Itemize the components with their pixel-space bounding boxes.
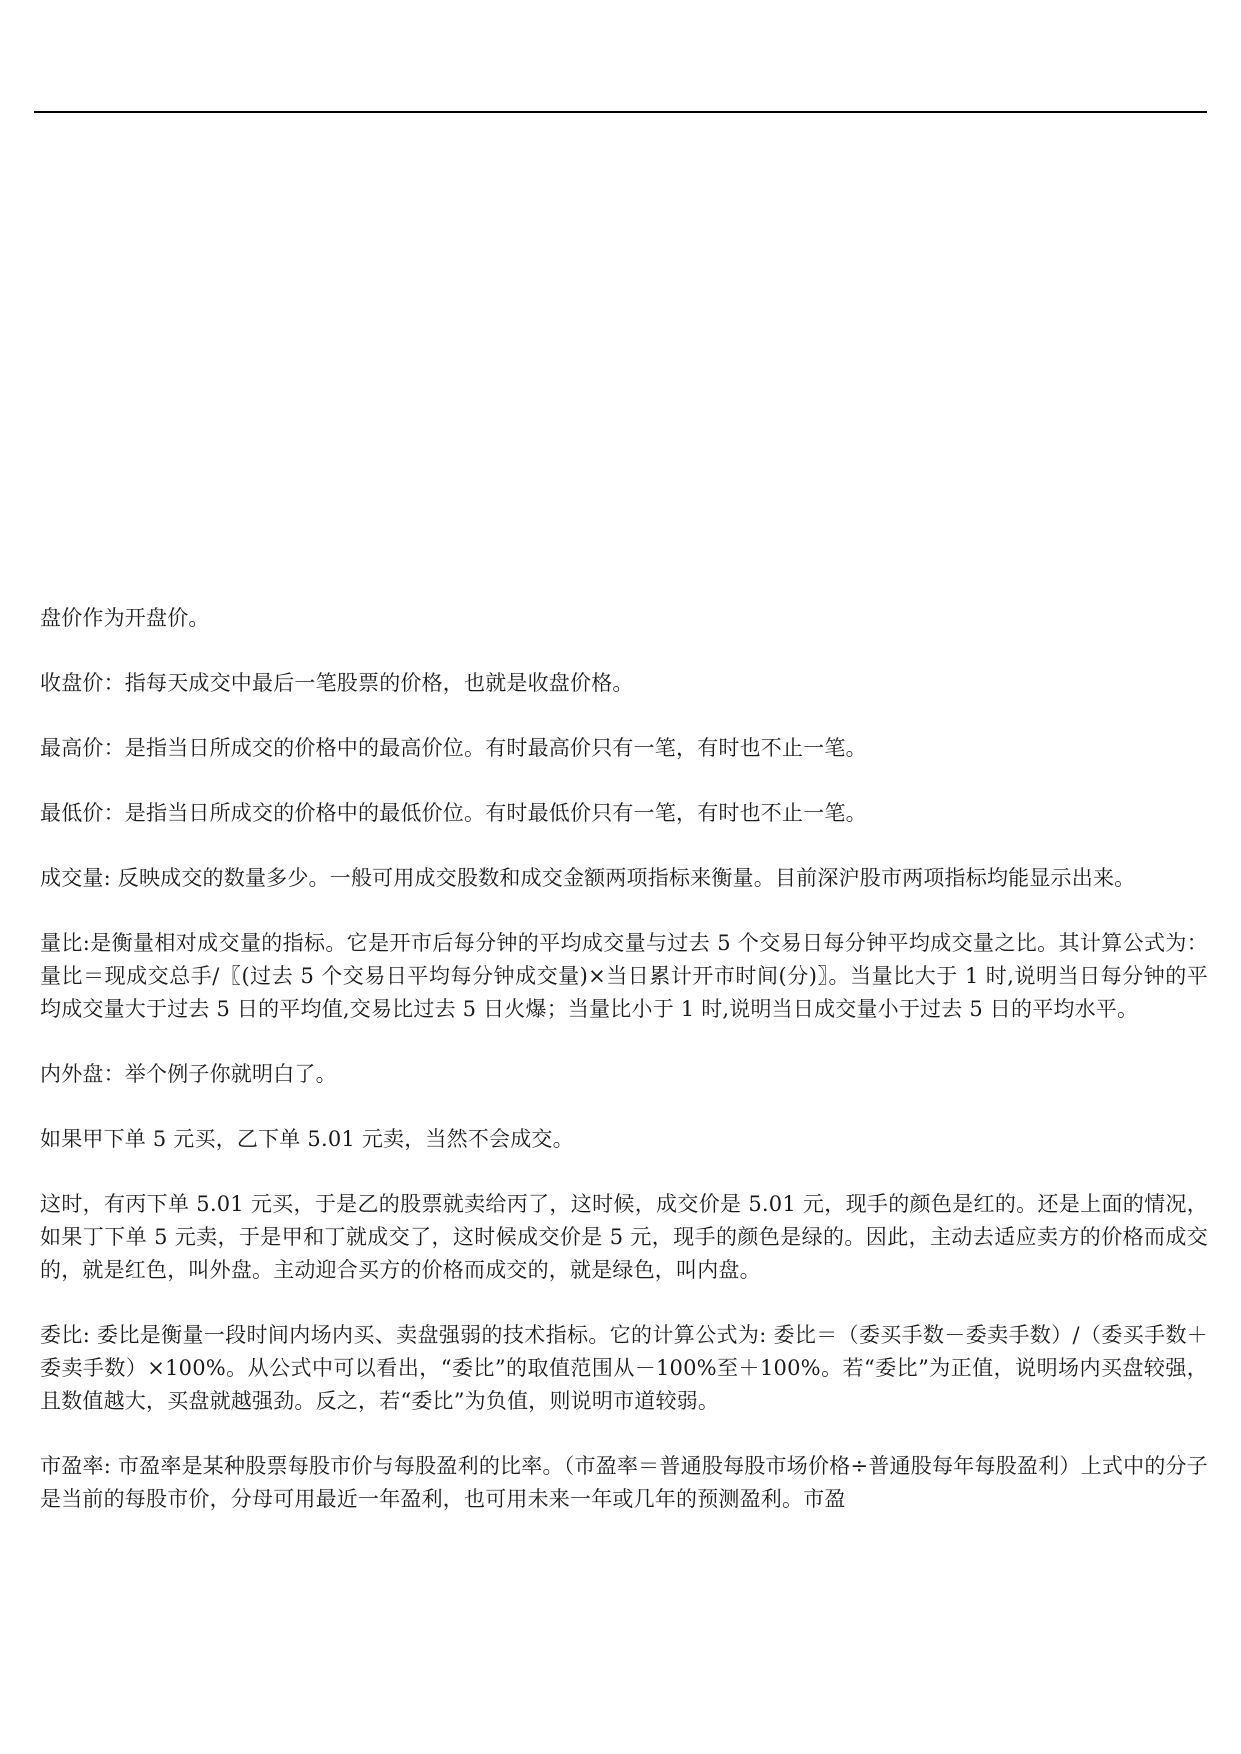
paragraph-inner-outer-intro: 内外盘：举个例子你就明白了。 [40,1062,337,1086]
paragraph-volume-ratio: 量比:是衡量相对成交量的指标。它是开市后每分钟的平均成交量与过去 5 个交易日每分钟平均成交量之比。其计算公式为：量比＝现成交总手/〖(过去 5 个交易日平均每分钟成交量)×当日累计开市时间(分)〗。当量比大于 1 时,说明当日每分钟的平均成交量大于过去 5 日的平均值,交易比过去 5 日火爆；当量比小于 1 时,说明当日成交量小于过去 5 日的平均水平。 [40,931,1208,1021]
paragraph-highest-price: 最高价：是指当日所成交的价格中的最高价位。有时最高价只有一笔，有时也不止一笔。 [40,736,867,760]
paragraph-pe-ratio: 市盈率: 市盈率是某种股票每股市价与每股盈利的比率。（市盈率＝普通股每股市场价格÷普通股每年每股盈利）上式中的分子是当前的每股市价，分母可用最近一年盈利，也可用未来一年或几年的预测盈利。市盈 [40,1454,1208,1511]
paragraph-lowest-price: 最低价：是指当日所成交的价格中的最低价位。有时最低价只有一笔，有时也不止一笔。 [40,801,867,825]
paragraph-commission-ratio: 委比: 委比是衡量一段时间内场内买、卖盘强弱的技术指标。它的计算公式为: 委比＝（委买手数－委卖手数）/（委买手数＋委卖手数）×100%。从公式中可以看出，“委比”的取值范围从－100%至＋100%。若“委比”为正值，说明场内买盘较强，且数值越大，买盘就越强劲。反之，若“委比”为负值，则说明市道较弱。 [40,1323,1208,1413]
paragraph-opening-price-tail: 盘价作为开盘价。 [40,606,210,630]
paragraph-inner-outer-explanation: 这时，有丙下单 5.01 元买，于是乙的股票就卖给丙了，这时候，成交价是 5.01 元，现手的颜色是红的。还是上面的情况，如果丁下单 5 元卖，于是甲和丁就成交了，这时候成交价是 5 元，现手的颜色是绿的。因此，主动去适应卖方的价格而成交的，就是红色，叫外盘。主动迎合买方的价格而成交的，就是绿色，叫内盘。 [40,1192,1208,1282]
paragraph-closing-price: 收盘价：指每天成交中最后一笔股票的价格，也就是收盘价格。 [40,671,634,695]
header-rule [34,111,1207,113]
document-body [40,602,1208,1548]
paragraph-inner-outer-example: 如果甲下单 5 元买，乙下单 5.01 元卖，当然不会成交。 [40,1127,574,1151]
paragraph-volume: 成交量: 反映成交的数量多少。一般可用成交股数和成交金额两项指标来衡量。目前深沪股市两项指标均能显示出来。 [40,866,1136,890]
